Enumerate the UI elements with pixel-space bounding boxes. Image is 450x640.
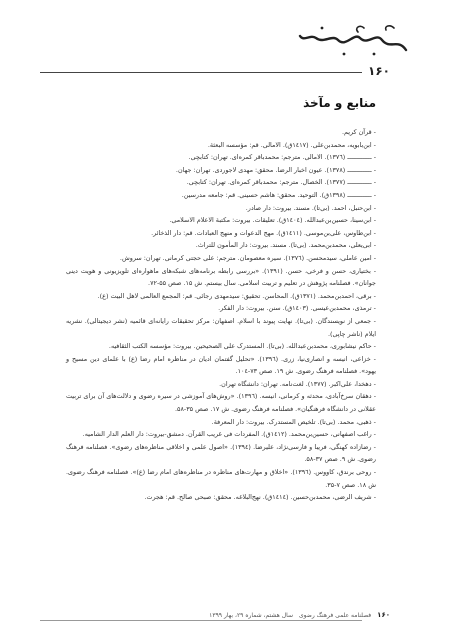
reference-entry: - ابی‌یعلی، محمدبن‌محمد. (بی‌تا). مسند. بیروت: دار المأمون للتراث. xyxy=(195,241,376,250)
page-footer xyxy=(40,611,390,619)
reference-entry: - ابن‌بابویه، محمدبن‌علی. (۱٤۱۷ق). الامالی. قم: مؤسسه البعثة. xyxy=(207,140,376,149)
reference-entry: - ذهبی، محمد. (بی‌تا). تلخیص المستدرک. بیروت: دار المعرفة. xyxy=(211,417,376,426)
footer-issue-info: سال هشتم، شماره ۲۹، بهار ۱۳۹۹ xyxy=(209,611,293,619)
footer-page-number: ۱۶۰ xyxy=(377,611,390,619)
reference-entry: - راغب اصفهانی، حسین‌بن‌محمد. (۱٤۱۲ق). المفردات فی غریب القرآن. دمشق-بیروت: دار العلم الدار الشامیه. xyxy=(82,430,376,439)
reference-entry: - ابن‌سینا، حسین‌بن‌عبدالله. (۱٤۰٤ق). تعلیقات. بیروت: مکتبة الاعلام الاسلامی. xyxy=(169,216,376,225)
section-title: منابع و مآخذ xyxy=(303,96,376,110)
reference-entry: - دهخدا، علی‌اکبر. (۱۳۷۷). لغت‌نامه. تهران: دانشگاه تهران. xyxy=(219,379,376,388)
reference-entry: - دهقان سرخ‌آبادی، محدثه و کرمانی، انیسه. (۱۳۹٦). «روش‌های آموزشی در سیره رضوی و دلالت‌های آن برای تربیت عقلانی در دانشگاه فرهنگیان». فصلنامه فرهنگ رضوی. ش ۱۷. صص ۳۵-۵۸. xyxy=(66,392,377,414)
reference-entry: - جمعی از نویسندگان. (بی‌تا). نهایت پیوند با اسلام. اصفهان: مرکز تحقیقات رایانه‌ای قائمیه (نشر دیجیتالی). نشریه ایلام (ناشر چاپی). xyxy=(66,316,376,338)
page-number: ۱۶۰ xyxy=(368,64,390,78)
reference-entry: - قرآن کریم. xyxy=(341,128,376,136)
reference-entry: - شریف الرضی، محمدبن‌حسین. (۱٤۱٤ق). نهج‌البلاغه. محقق: صبحی صالح. قم: هجرت. xyxy=(144,493,376,502)
reference-entry: - ابن‌حنبل، احمد. (بی‌تا). مسند. بیروت: دار صادر. xyxy=(245,203,376,212)
reference-entry: - ترمذی، محمدبن‌عیسی. (۱٤۰۳ق). سنن. بیروت: دار الفکر. xyxy=(218,304,376,313)
reference-entry: - ـــــــــــــ (۱۳۹۸ق). التوحید. محقق: هاشم حسینی. قم: جامعه مدرسین. xyxy=(181,190,376,199)
reference-entry: - ابن‌طاوس، علی‌بن‌موسی. (۱٤۱۱ق). مهج الدعوات و منهج العبادات. قم: دار الذخائر. xyxy=(151,228,376,237)
reference-entry: - روحی برندق، کاووس. (۱۳۹٦). «اخلاق و مهارت‌های مناظره در مناظره‌های امام رضا (ع)». فصلنامه فرهنگ رضوی. ش ۱۸. صص ۷-۳۵. xyxy=(66,468,377,489)
reference-entry: - ـــــــــــــ (۱۳۷۷). الخصال. مترجم: محمدباقر کمره‌ای. تهران: کتابچی. xyxy=(186,178,376,187)
journal-logo xyxy=(294,20,414,60)
reference-entry: - امین عاملی، سیدمحسن. (۱۳۷٦). سیره معصومان. مترجم: علی حجتی کرمانی. تهران: سروش. xyxy=(119,253,376,262)
reference-entry: - بختیاری، حسن و فرخی، حسن. (۱۳۹۱). «بررسی رابطه برنامه‌های شبکه‌های ماهواره‌ای تلویزیونی و هویت دینی جوانان». فصلنامه پژوهش در تعلیم و تربیت اسلامی. سال بیستم. ش ۱۵. صص ۵۵-۷۲. xyxy=(66,266,376,288)
reference-entry: - ـــــــــــــ (۱۳۷٦). الامالی. مترجم: محمدباقر کمره‌ای. تهران: کتابچی. xyxy=(188,153,376,162)
reference-entry: - برقی، احمدبن‌محمد. (۱۳۷۱ق). المحاسن. تحقیق: سیدمهدی رجائی. قم: المجمع العالمی لاهل البیت (ع). xyxy=(97,291,376,300)
footer-divider xyxy=(40,620,362,621)
footer-journal-name: فصلنامه علمی فرهنگ رضوی xyxy=(298,611,372,619)
farhang-razavi-logo-icon xyxy=(294,20,414,60)
reference-entry: - ـــــــــــــ (۱۳۷۸). عیون اخبار الرضا. محقق: مهدی لاجوردی. تهران: جهان. xyxy=(175,165,376,174)
reference-entry: - خزاعی، انیسه و انصاری‌نیا، زری. (۱۳۹٦). «تحلیل گفتمان ادیان در مناظره امام رضا (ع) با علمای دین مسیح و یهود». فصلنامه فرهنگ رضوی. ش ۱۹. صص ۷۳-۱۰٤. xyxy=(66,354,376,376)
reference-entry: - حاکم نیشابوری، محمدبن‌عبدالله. (بی‌تا). المستدرک علی الصحیحین. بیروت: مؤسسه الکتب الثقافیه. xyxy=(108,342,376,351)
references-list xyxy=(66,126,376,504)
reference-entry: - رضازاده کهنگی، فریبا و فارسی‌نژاد، علیرضا. (۱۳۹٤). «اصول علمی و اخلاقی مناظره‌های رضوی». فصلنامه فرهنگ رضوی. ش ۹. صص ۳۷-۵۸. xyxy=(66,442,376,464)
header-divider xyxy=(40,72,362,73)
